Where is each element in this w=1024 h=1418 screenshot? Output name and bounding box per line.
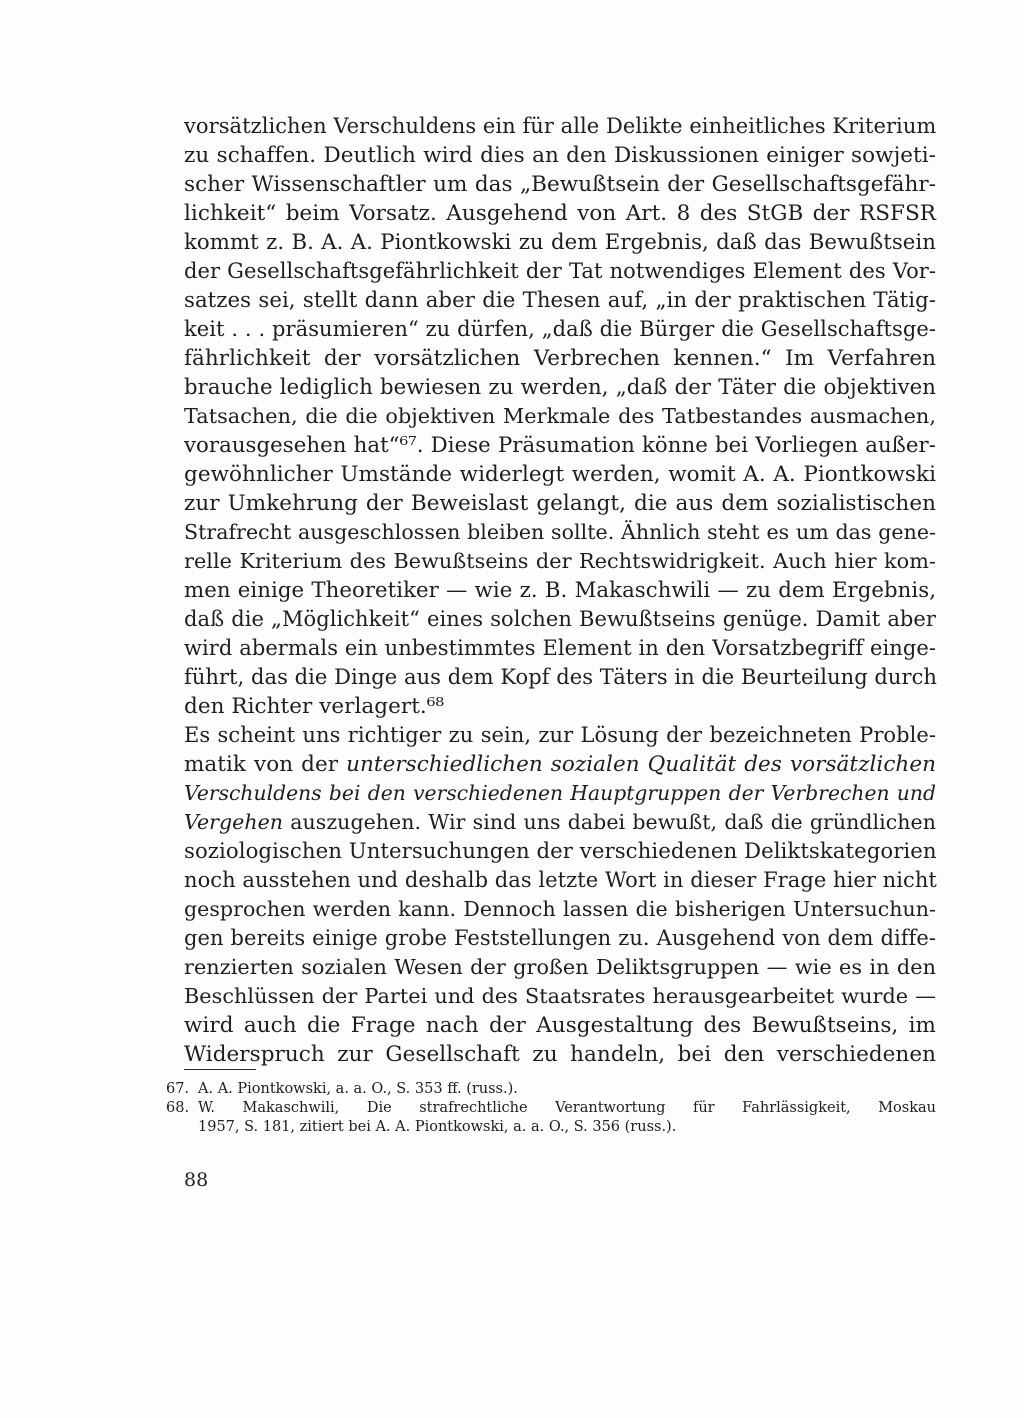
text-line [184, 518, 936, 547]
text-segment: brauche lediglich bewiesen zu werden, „daß der Täter die objektiven [184, 375, 936, 400]
text-segment: lichkeit“ beim Vorsatz. Ausgehend von Art. 8 des StGB der RSFSR [184, 201, 936, 226]
text-segment: daß die „Möglichkeit“ eines solchen Bewußtseins genüge. Damit aber [184, 607, 936, 631]
text-segment: renzierten sozialen Wesen der großen Deliktsgruppen — wie es in den [184, 955, 936, 979]
text-segment: den Richter verlagert.⁶⁸ [184, 694, 445, 719]
text-segment: Strafrecht ausgeschlossen bleiben sollte. Ähnlich steht es um das gene- [184, 520, 936, 544]
text-segment: noch ausstehen und deshalb das letzte Wort in dieser Frage hier nicht [184, 868, 937, 892]
text-line [184, 895, 936, 924]
text-segment: gesprochen werden kann. Dennoch lassen die bisherigen Untersuchun- [184, 897, 936, 921]
text-segment: gen bereits einige grobe Feststellungen zu. Ausgehend von dem diffe- [184, 926, 936, 950]
footnote-text: 1957, S. 181, zitiert bei A. A. Piontkowski, a. a. O., S. 356 (russ.). [198, 1119, 677, 1135]
text-segment: fährlichkeit der vorsätzlichen Verbrechen kennen.“ Im Verfahren [184, 346, 936, 371]
footnote-separator [184, 1069, 256, 1070]
text-line [184, 170, 936, 199]
text-segment: führt, das die Dinge aus dem Kopf des Täters in die Beurteilung durch [184, 665, 937, 689]
text-line [184, 750, 936, 779]
footnote-item [166, 1099, 936, 1137]
text-line [184, 692, 936, 721]
text-segment: zu schaffen. Deutlich wird dies an den Diskussionen einiger sowjeti- [184, 143, 936, 168]
text-segment: Tatsachen, die die objektiven Merkmale des Tatbestandes ausmachen, [184, 404, 936, 428]
text-line [184, 663, 936, 692]
text-line [184, 1040, 936, 1069]
text-line [184, 576, 936, 605]
footnote-number: 67. [166, 1081, 190, 1097]
text-line [184, 924, 936, 953]
text-line [184, 344, 936, 373]
italic-text: unterschiedlichen sozialen Qualität des vorsätzlichen [346, 752, 936, 777]
italic-text: Vergehen [184, 810, 284, 834]
text-segment: relle Kriterium des Bewußtseins der Rechtswidrigkeit. Auch hier kom- [184, 549, 936, 573]
text-segment: Widerspruch zur Gesellschaft zu handeln, bei den verschiedenen [184, 1042, 936, 1067]
text-line [184, 721, 936, 750]
text-segment: kommt z. B. A. A. Piontkowski zu dem Ergebnis, daß das Bewußtsein [184, 230, 936, 255]
text-line [184, 1011, 936, 1040]
text-line [184, 460, 936, 489]
text-line [184, 866, 936, 895]
text-line [184, 141, 936, 170]
text-line [184, 257, 936, 286]
footnote-text: A. A. Piontkowski, a. a. O., S. 353 ff. (russ.). [198, 1081, 518, 1097]
text-line [184, 837, 936, 866]
text-line [184, 199, 936, 228]
text-segment: wird auch die Frage nach der Ausgestaltung des Bewußtseins, im [184, 1013, 936, 1038]
text-line [184, 808, 936, 837]
text-segment: vorsätzlichen Verschuldens ein für alle Delikte einheitliches Kriterium [184, 114, 937, 138]
text-segment: gewöhnlicher Umstände widerlegt werden, womit A. A. Piontkowski [184, 462, 936, 487]
text-segment: soziologischen Untersuchungen der verschiedenen Deliktskategorien [184, 839, 937, 864]
text-line [184, 431, 936, 460]
text-segment: keit . . . präsumieren“ zu dürfen, „daß die Bürger die Gesellschaftsge- [184, 317, 936, 341]
text-segment: auszugehen. Wir sind uns dabei bewußt, daß die gründlichen [283, 810, 936, 834]
text-segment: scher Wissenschaftler um das „Bewußtsein der Gesellschaftsgefähr- [184, 172, 936, 197]
text-segment: men einige Theoretiker — wie z. B. Makaschwili — zu dem Ergebnis, [184, 578, 936, 603]
body-text [184, 112, 936, 1069]
footnotes [166, 1080, 936, 1137]
italic-text: Verschuldens bei den verschiedenen Hauptgruppen der Verbrechen und [184, 781, 936, 805]
text-line [184, 228, 936, 257]
text-segment: vorausgesehen hat“⁶⁷. Diese Präsumation könne bei Vorliegen außer- [184, 433, 936, 458]
text-line [184, 489, 936, 518]
text-line [184, 402, 936, 431]
text-segment: satzes sei, stellt dann aber die Thesen auf, „in der praktischen Tätig- [184, 288, 936, 313]
footnote-number: 68. [166, 1100, 190, 1116]
text-segment: wird abermals ein unbestimmtes Element in den Vorsatzbegriff einge- [184, 636, 936, 660]
text-line [184, 112, 936, 141]
text-line [184, 953, 936, 982]
text-line [184, 315, 936, 344]
text-segment: matik von der [184, 752, 347, 777]
page-number: 88 [184, 1169, 209, 1191]
text-line [184, 634, 936, 663]
text-segment: Beschlüssen der Partei und des Staatsrates herausgearbeitet wurde — [184, 984, 936, 1008]
footnote-text: W. Makaschwili, Die strafrechtliche Verantwortung für Fahrlässigkeit, Moskau [198, 1100, 936, 1116]
text-line [184, 779, 936, 808]
text-segment: Es scheint uns richtiger zu sein, zur Lösung der bezeichneten Proble- [184, 723, 936, 747]
text-line [184, 373, 936, 402]
text-line [184, 547, 936, 576]
text-segment: der Gesellschaftsgefährlichkeit der Tat notwendiges Element des Vor- [184, 259, 936, 283]
text-line [184, 982, 936, 1011]
footnote-item [166, 1080, 936, 1099]
text-line [184, 286, 936, 315]
text-line [184, 605, 936, 634]
text-segment: zur Umkehrung der Beweislast gelangt, die aus dem sozialistischen [184, 491, 936, 516]
